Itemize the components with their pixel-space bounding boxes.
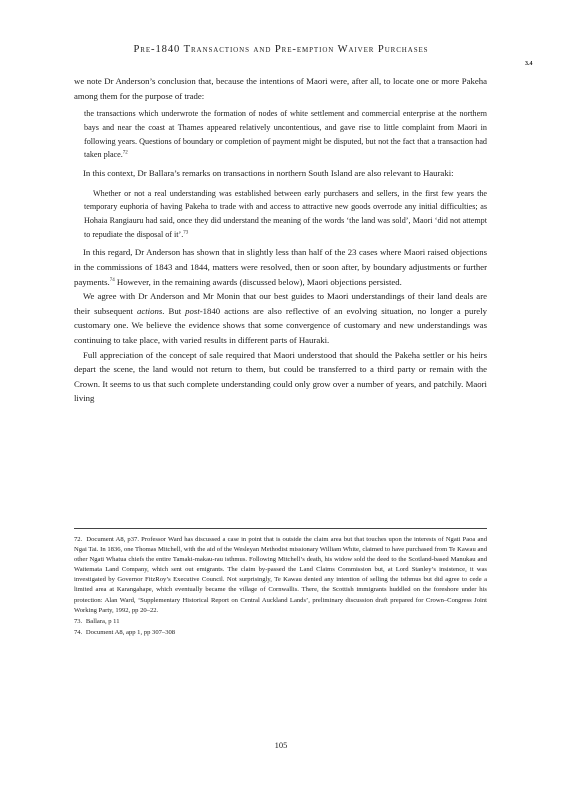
footnote-text: Document A8, p37. Professor Ward has discussed a case in point that is outside the claim area but that touches upon the interests of Ngati Paoa and Ngai Tai. In 1836, one Thomas Mitchell, with the aid of the Wesleyan Methodist missionary William White, claimed to have purchased from Te Kawau and other Ngati Whatua chiefs the entire Tamaki-makau-rau isthmus. Following Mitchell’s death, his widow sold the deed to the Scotland-based Manukau and Waitemata Land Company, which sent out emigrants. The claim by-passed the Land Claims Commission but, at Lord Stanley’s insistence, it was investigated by Governor FitzRoy’s Executive Council. Not surprisingly, Te Kawau denied any intention of selling the isthmus but did agree to cede a limited area at Karangahape, which eventually became the village of Cornwallis. There, the Scottish immigrants huddled on the foreshore under his protection: Alan Ward, ‘Supplementary Historical Report on Central Auckland Lands’, preliminary discussion draft prepared for Crown–Congress Joint Working Party, 1992, pp 20–22.: [74, 536, 487, 614]
paragraph-3-b: However, in the remaining awards (discussed below), Maori objections persisted.: [114, 276, 402, 287]
footnote-72: [74, 535, 487, 616]
footnote-ref-72[interactable]: 72: [122, 150, 128, 156]
footnote-ref-73[interactable]: 73: [183, 229, 189, 235]
footnote-number: 72.: [74, 536, 83, 543]
paragraph-1: we note Dr Anderson’s conclusion that, because the intentions of Maori were, after all, to locate one or more Pakeha among them for the purpose of trade:: [74, 76, 487, 101]
paragraph-4: [74, 289, 487, 347]
footnote-number: 73.: [74, 617, 83, 625]
paragraph-4-c: -1840 actions are also reflective of an evolving situation, no longer a purely customary one. We believe the evidence shows that some convergence of customary and new understandings was continuing to take place, with varied results in different parts of Hauraki.: [74, 305, 487, 345]
footnote-ref-74[interactable]: 74: [109, 277, 115, 283]
footnote-number: 74.: [74, 628, 83, 636]
emphasis-actions: actions: [136, 305, 163, 316]
paragraph-4-b: . But: [162, 305, 186, 316]
quote-2-text: Whether or not a real understanding was established between early purchasers and sellers, in the first few years the temporary euphoria of having Pakeha to trade with and access to attractive new goods overrode any initial difficulties; as Hohaia Rangiauru had said, once they did understand the meaning of the words ‘the land was sold’, Maori ‘did not attempt to repudiate the disposal of it’.: [84, 188, 487, 239]
emphasis-post: post: [185, 305, 200, 316]
section-number: 3.4: [525, 61, 533, 67]
footnote-text: Document A8, app 1, pp 307–308: [85, 628, 176, 636]
block-quote-2: [74, 187, 487, 242]
paragraph-3-a: In this regard, Dr Anderson has shown that in slightly less than half of the 23 cases where Maori raised objections in the commissions of 1843 and 1844, matters were resolved, then or soon after, by boundary adjustments or further payments.: [74, 247, 487, 287]
footnote-73: [74, 617, 487, 627]
page-number: 105: [274, 740, 288, 750]
running-header: Pre-1840 Transactions and Pre-emption Waiver Purchases: [133, 44, 429, 55]
main-text: [74, 74, 487, 406]
quote-1-text: the transactions which underwrote the formation of nodes of white settlement and commercial enterprise at the northern bays and near the coast at Thames appeared relatively uncontentious, and gave rise to little complaint from Maori in following years. Questions of boundary or completion of payment might be disputed, but not the fact that a transaction had taken place.: [84, 109, 487, 160]
footnote-74: [74, 628, 487, 638]
footnote-text: Ballara, p 11: [85, 617, 120, 625]
block-quote-1: [74, 107, 487, 162]
footnote-rule: [74, 528, 487, 529]
paragraph-5: Full appreciation of the concept of sale required that Maori understood that should the Pakeha settler or his heirs depart the scene, the land would not return to them, but could be transferred to a third party or remain with the Crown. It seems to us that such complete understanding could only grow over a number of years, and patchily. Maori living: [74, 349, 487, 404]
footnotes: [74, 535, 487, 638]
paragraph-4-a: We agree with Dr Anderson and Mr Monin that our best guides to Maori understandings of their land deals are their subsequent: [74, 291, 487, 316]
paragraph-3: [74, 245, 487, 289]
paragraph-2: In this context, Dr Ballara’s remarks on transactions in northern South Island are also relevant to Hauraki:: [83, 168, 454, 178]
